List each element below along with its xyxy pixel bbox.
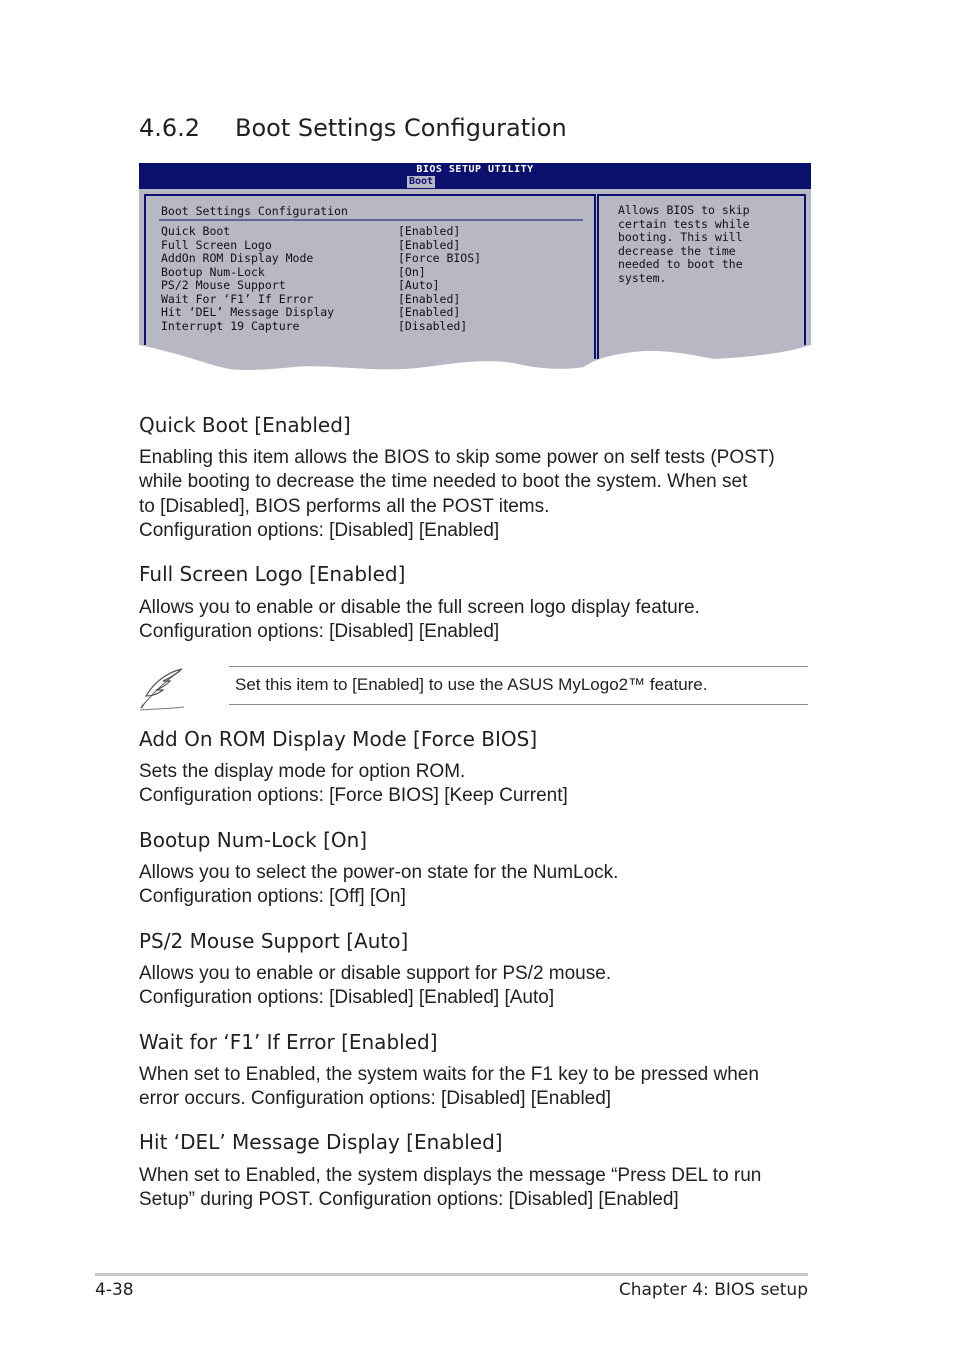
para-line: Configuration options: [Disabled] [Enabled] [139, 621, 500, 643]
para-addon-rom [139, 760, 811, 809]
heading-addon-rom: Add On ROM Display Mode [Force BIOS] [139, 727, 538, 751]
bios-body [139, 189, 811, 373]
para-line: Configuration options: [Disabled] [Enabled] [139, 519, 500, 541]
para-line: Allows you to select the power-on state for the NumLock. [139, 862, 619, 883]
bios-item-value[interactable]: [Disabled] [398, 318, 468, 333]
para-quick-boot [139, 446, 811, 543]
bios-item-label[interactable]: Full Screen Logo [161, 237, 272, 252]
para-line: Configuration options: [Off] [On] [139, 886, 406, 908]
note-rule-bottom [229, 704, 808, 705]
para-full-screen-logo [139, 596, 811, 645]
bios-utility-title: BIOS SETUP UTILITY [416, 164, 534, 175]
heading-wait-f1: Wait for ‘F1’ If Error [Enabled] [139, 1030, 438, 1054]
bios-item-label[interactable]: AddOn ROM Display Mode [161, 251, 314, 265]
bios-item-value[interactable]: [Force BIOS] [398, 251, 482, 265]
para-line: When set to Enabled, the system waits for the F1 key to be pressed when [139, 1064, 759, 1085]
section-title-text: Boot Settings Configuration [235, 114, 567, 142]
para-line: Configuration options: [Force BIOS] [Keep Current] [139, 785, 568, 807]
para-line: while booting to decrease the time needed to boot the system. When set [139, 471, 748, 493]
bios-help-line: certain tests while [618, 216, 750, 231]
page-number: 4-38 [95, 1280, 134, 1300]
para-line: Configuration options: [Disabled] [Enabled] [Auto] [139, 987, 555, 1009]
bios-help-line: needed to boot the [618, 257, 743, 271]
bios-item-label[interactable]: Hit ‘DEL’ Message Display [161, 305, 335, 319]
bios-tab-boot[interactable]: Boot [409, 176, 434, 187]
para-wait-f1 [139, 1063, 811, 1112]
note-rule-top [229, 666, 808, 667]
heading-hit-del: Hit ‘DEL’ Message Display [Enabled] [139, 1130, 503, 1154]
para-hit-del [139, 1164, 811, 1213]
para-bootup-numlock [139, 861, 811, 910]
bios-item-value[interactable]: [On] [398, 264, 426, 279]
bios-item-value[interactable]: [Auto] [398, 278, 440, 292]
heading-ps2-mouse: PS/2 Mouse Support [Auto] [139, 929, 409, 953]
section-number: 4.6.2 [139, 114, 201, 142]
para-ps2-mouse [139, 962, 811, 1011]
bios-help-line: decrease the time [618, 243, 736, 258]
bios-item-label[interactable]: Interrupt 19 Capture [161, 318, 300, 333]
bios-help-line: booting. This will [618, 230, 743, 244]
footer-rule [95, 1273, 808, 1276]
bios-panel-title: Boot Settings Configuration [161, 204, 348, 218]
bios-item-value[interactable]: [Enabled] [398, 305, 461, 319]
bios-item-value[interactable]: [Enabled] [398, 291, 461, 306]
heading-bootup-numlock: Bootup Num-Lock [On] [139, 828, 368, 852]
para-line: Allows you to enable or disable support for PS/2 mouse. [139, 963, 612, 984]
bios-item-label[interactable]: Quick Boot [161, 224, 231, 238]
para-line: Allows you to enable or disable the full screen logo display feature. [139, 597, 700, 618]
heading-full-screen-logo: Full Screen Logo [Enabled] [139, 562, 406, 586]
para-line: Sets the display mode for option ROM. [139, 761, 466, 782]
para-line: to [Disabled], BIOS performs all the POST items. [139, 495, 550, 517]
bios-header [139, 163, 811, 189]
feather-pen-icon [138, 666, 186, 712]
bios-item-label[interactable]: Bootup Num-Lock [161, 264, 265, 279]
para-line: When set to Enabled, the system displays the message “Press DEL to run [139, 1165, 762, 1186]
chapter-label: Chapter 4: BIOS setup [618, 1280, 808, 1300]
para-line: Enabling this item allows the BIOS to skip some power on self tests (POST) [139, 447, 775, 468]
bios-help-line: system. [618, 270, 667, 285]
section-title [139, 114, 567, 142]
bios-item-label[interactable]: Wait For ‘F1’ If Error [161, 291, 314, 306]
para-line: Setup” during POST. Configuration options: [Disabled] [Enabled] [139, 1189, 679, 1211]
para-line: error occurs. Configuration options: [Disabled] [Enabled] [139, 1088, 612, 1110]
bios-item-value[interactable]: [Enabled] [398, 224, 461, 238]
bios-screenshot [139, 163, 811, 373]
bios-item-value[interactable]: [Enabled] [398, 237, 461, 252]
heading-quick-boot: Quick Boot [Enabled] [139, 413, 351, 437]
bios-item-label[interactable]: PS/2 Mouse Support [161, 278, 286, 292]
note-text: Set this item to [Enabled] to use the ASUS MyLogo2™ feature. [235, 675, 708, 694]
bios-help-line: Allows BIOS to skip [618, 203, 750, 217]
